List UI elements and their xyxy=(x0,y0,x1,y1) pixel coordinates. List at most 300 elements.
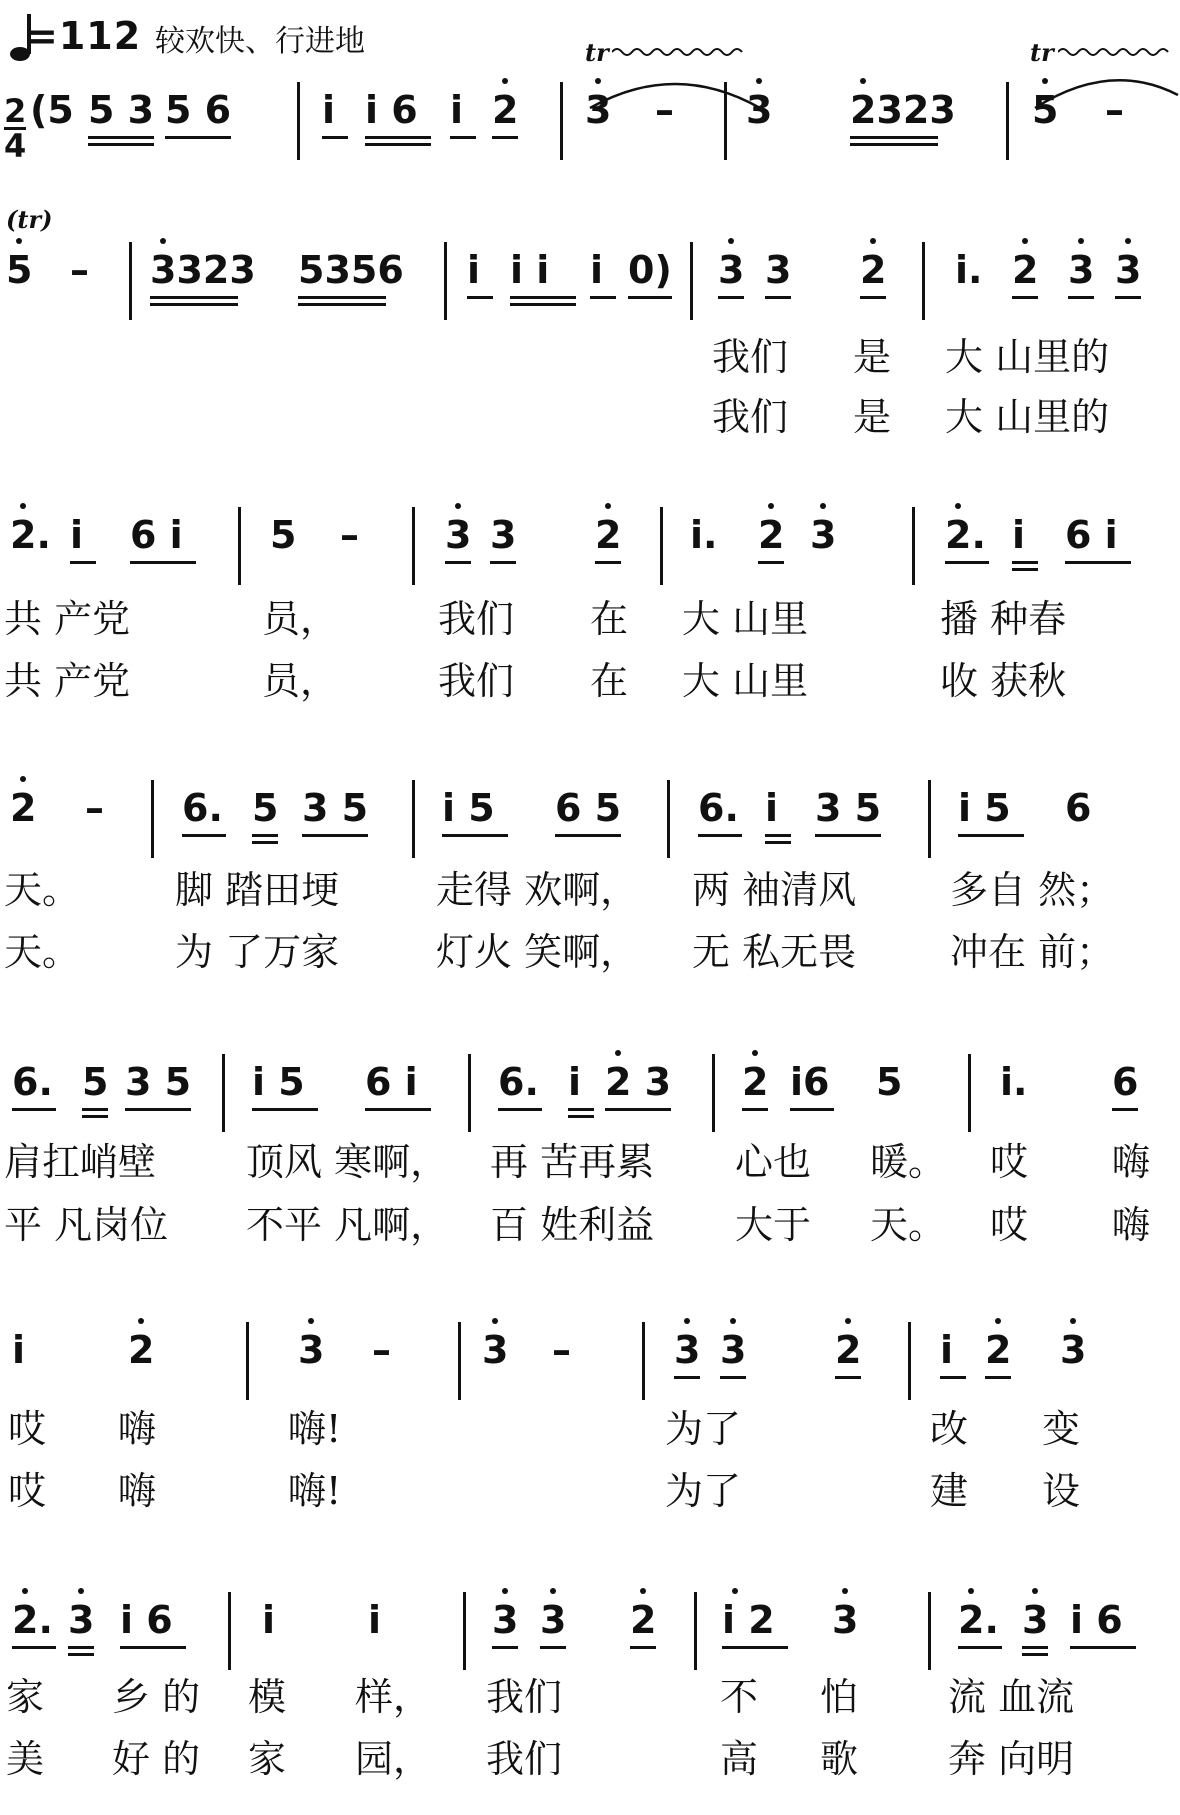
octave-dot xyxy=(842,1588,848,1594)
lyric-text: 多自 然； xyxy=(950,868,1115,912)
lyric-text: 员， xyxy=(262,659,339,703)
octave-dot xyxy=(820,503,826,509)
trill-wave-2 xyxy=(1058,46,1176,58)
octave-dot xyxy=(492,1318,498,1324)
note: 3 xyxy=(1022,1598,1049,1642)
note: 6 i xyxy=(130,513,183,557)
octave-dot xyxy=(595,78,601,84)
note: – xyxy=(552,1328,571,1372)
note: 2 xyxy=(860,248,887,292)
lyric-text: 收 获秋 xyxy=(940,659,1067,703)
note: 3 xyxy=(746,88,773,132)
lyric-text: 走得 欢啊， xyxy=(436,868,639,912)
trill-mark-2: tr xyxy=(1030,38,1054,67)
note: 2 xyxy=(758,513,785,557)
lyric-text: 脚 踏田埂 xyxy=(175,868,340,912)
octave-dot xyxy=(20,776,26,782)
note: i 6 xyxy=(120,1598,173,1642)
underline-beam xyxy=(630,1646,656,1649)
lyric-text: 我们 xyxy=(712,335,789,379)
lyric-text: 嗨 xyxy=(1112,1140,1151,1184)
barline xyxy=(694,1592,697,1670)
note: – xyxy=(1105,88,1124,132)
note: 6. xyxy=(498,1060,539,1104)
underline-beam xyxy=(722,1646,788,1649)
note: i 2 xyxy=(722,1598,775,1642)
underline-beam xyxy=(1022,1646,1048,1649)
time-signature-top: 2 xyxy=(4,92,27,130)
octave-dot xyxy=(502,1588,508,1594)
lyric-text: 改 xyxy=(930,1407,969,1451)
lyric-text: 嗨 xyxy=(1112,1203,1151,1247)
octave-dot xyxy=(684,1318,690,1324)
underline-beam xyxy=(467,296,493,299)
note: 3 xyxy=(298,1328,325,1372)
octave-dot xyxy=(968,1588,974,1594)
note: 6 xyxy=(1112,1060,1139,1104)
note: 2 xyxy=(1012,248,1039,292)
note: 2. xyxy=(945,513,986,557)
note: 2 xyxy=(742,1060,769,1104)
lyric-text: 怕 xyxy=(820,1675,859,1719)
note: – xyxy=(655,88,674,132)
note: i 5 xyxy=(442,786,495,830)
lyric-text: 嗨 xyxy=(118,1469,157,1513)
note: 3 xyxy=(720,1328,747,1372)
note: i xyxy=(70,513,84,557)
underline-beam xyxy=(322,136,348,139)
underline-beam xyxy=(1022,1653,1048,1656)
note: i xyxy=(940,1328,954,1372)
trill-mark: tr xyxy=(585,38,609,67)
octave-dot xyxy=(615,1050,621,1056)
barline xyxy=(968,1054,971,1132)
note: – xyxy=(70,248,89,292)
underline-beam xyxy=(130,561,196,564)
note: – xyxy=(85,786,104,830)
lyric-text: 天。 xyxy=(4,868,81,912)
underline-beam xyxy=(555,834,621,837)
lyric-text: 歌 xyxy=(820,1737,859,1781)
note: 3 xyxy=(445,513,472,557)
octave-dot xyxy=(1042,78,1048,84)
lyric-text: 心也 xyxy=(735,1140,812,1184)
barline xyxy=(560,82,563,160)
note: i 6 xyxy=(1070,1598,1123,1642)
octave-dot xyxy=(728,238,734,244)
note: i 5 xyxy=(958,786,1011,830)
note: i xyxy=(450,88,464,132)
underline-beam xyxy=(1012,568,1038,571)
octave-dot xyxy=(845,1318,851,1324)
underline-beam xyxy=(945,561,989,564)
barline xyxy=(660,507,663,585)
note: 3 xyxy=(1060,1328,1087,1372)
lyric-text: 我们 xyxy=(712,395,789,439)
octave-dot xyxy=(502,78,508,84)
octave-dot xyxy=(160,238,166,244)
note: i xyxy=(568,1060,582,1104)
lyric-text: 变 xyxy=(1042,1407,1081,1451)
lyric-text: 大 山里的 xyxy=(945,395,1110,439)
underline-beam xyxy=(12,1646,56,1649)
underline-beam xyxy=(540,1646,566,1649)
underline-beam xyxy=(445,561,471,564)
lyric-text: 大 山里的 xyxy=(945,335,1110,379)
lyric-text: 冲在 前； xyxy=(950,930,1115,974)
lyric-text: 家 xyxy=(248,1737,287,1781)
note: 6. xyxy=(698,786,739,830)
underline-beam xyxy=(958,1646,1002,1649)
note: (5 xyxy=(30,88,74,132)
barline xyxy=(928,1592,931,1670)
lyric-text: 两 袖清风 xyxy=(692,868,857,912)
note: 3 xyxy=(765,248,792,292)
underline-beam xyxy=(850,143,938,146)
note: i xyxy=(1012,513,1026,557)
underline-beam xyxy=(252,1108,318,1111)
barline xyxy=(922,242,925,320)
underline-beam xyxy=(1012,561,1038,564)
barline xyxy=(412,507,415,585)
note: i xyxy=(590,248,604,292)
underline-beam xyxy=(492,1646,518,1649)
underline-beam xyxy=(120,1646,186,1649)
lyric-text: 设 xyxy=(1042,1469,1081,1513)
underline-beam xyxy=(765,296,791,299)
underline-beam xyxy=(70,561,96,564)
barline xyxy=(458,1322,461,1400)
lyric-text: 美 xyxy=(6,1737,45,1781)
underline-beam xyxy=(450,136,476,139)
underline-beam xyxy=(68,1653,94,1656)
note: 3 xyxy=(490,513,517,557)
underline-beam xyxy=(674,1376,700,1379)
underline-beam xyxy=(568,1115,594,1118)
barline xyxy=(463,1592,466,1670)
trill-paren-mark: (tr) xyxy=(6,205,53,234)
lyric-text: 员， xyxy=(262,597,339,641)
lyric-text: 大于 xyxy=(735,1203,812,1247)
note: i i xyxy=(510,248,550,292)
lyric-text: 无 私无畏 xyxy=(692,930,857,974)
underline-beam xyxy=(698,834,742,837)
underline-beam xyxy=(365,143,431,146)
lyric-text: 顶风 寒啊， xyxy=(246,1140,449,1184)
note: i. xyxy=(955,248,983,292)
underline-beam xyxy=(758,561,784,564)
barline xyxy=(246,1322,249,1400)
lyric-text: 好 的 xyxy=(112,1737,201,1781)
note: 3 xyxy=(492,1598,519,1642)
note: i. xyxy=(690,513,718,557)
octave-dot xyxy=(138,1318,144,1324)
barline xyxy=(908,1322,911,1400)
lyric-text: 暖。 xyxy=(870,1140,947,1184)
underline-beam xyxy=(82,1108,108,1111)
note: i xyxy=(467,248,481,292)
barline xyxy=(690,242,693,320)
underline-beam xyxy=(498,1108,542,1111)
lyric-text: 共 产党 xyxy=(4,597,131,641)
underline-beam xyxy=(742,1108,768,1111)
underline-beam xyxy=(490,561,516,564)
lyric-text: 嗨 xyxy=(118,1407,157,1451)
trill-wave xyxy=(612,46,752,58)
note: 2 xyxy=(630,1598,657,1642)
underline-beam xyxy=(835,1376,861,1379)
underline-beam xyxy=(605,1108,671,1111)
underline-beam xyxy=(1065,561,1131,564)
lyric-text: 流 血流 xyxy=(948,1675,1075,1719)
barline xyxy=(151,780,154,858)
octave-dot xyxy=(605,503,611,509)
note: 6 i xyxy=(365,1060,418,1104)
lyric-text: 播 种春 xyxy=(940,597,1067,641)
underline-beam xyxy=(12,1108,56,1111)
underline-beam xyxy=(298,296,386,299)
underline-beam xyxy=(298,303,386,306)
note: 3 5 xyxy=(815,786,882,830)
lyric-text: 哎 xyxy=(990,1140,1029,1184)
underline-beam xyxy=(1112,1108,1138,1111)
barline xyxy=(928,780,931,858)
underline-beam xyxy=(510,296,576,299)
note: i xyxy=(322,88,336,132)
note: 5356 xyxy=(298,248,404,292)
octave-dot xyxy=(732,1588,738,1594)
note: 5 xyxy=(6,248,33,292)
octave-dot xyxy=(20,503,26,509)
note: 2 xyxy=(985,1328,1012,1372)
underline-beam xyxy=(1115,296,1141,299)
underline-beam xyxy=(590,296,616,299)
underline-beam xyxy=(718,296,744,299)
underline-beam xyxy=(1012,296,1038,299)
underline-beam xyxy=(568,1108,594,1111)
note: 2 3 xyxy=(605,1060,672,1104)
barline xyxy=(912,507,915,585)
underline-beam xyxy=(595,561,621,564)
underline-beam xyxy=(182,834,226,837)
note: 2 xyxy=(128,1328,155,1372)
barline xyxy=(667,780,670,858)
lyric-text: 百 姓利益 xyxy=(490,1203,655,1247)
underline-beam xyxy=(302,834,368,837)
lyric-text: 是 xyxy=(853,395,892,439)
octave-dot xyxy=(1022,238,1028,244)
note: – xyxy=(340,513,359,557)
underline-beam xyxy=(765,841,791,844)
underline-beam xyxy=(940,1376,966,1379)
barline xyxy=(238,507,241,585)
time-signature xyxy=(4,92,27,165)
note: i. xyxy=(1000,1060,1028,1104)
barline xyxy=(297,82,300,160)
lyric-text: 肩扛峭壁 xyxy=(4,1140,157,1184)
barline xyxy=(228,1592,231,1670)
underline-beam xyxy=(720,1376,746,1379)
note: 6 xyxy=(1065,786,1092,830)
note: 3 xyxy=(674,1328,701,1372)
octave-dot xyxy=(752,1050,758,1056)
note: 5 xyxy=(1032,88,1059,132)
lyric-text: 是 xyxy=(853,335,892,379)
octave-dot xyxy=(22,1588,28,1594)
note: 2. xyxy=(12,1598,53,1642)
barline xyxy=(712,1054,715,1132)
expression-marking: 较欢快、行进地 xyxy=(155,24,365,59)
lyric-text: 大 山里 xyxy=(682,659,809,703)
lyric-text: 家 xyxy=(6,1675,45,1719)
barline xyxy=(468,1054,471,1132)
note: 3 xyxy=(832,1598,859,1642)
octave-dot xyxy=(78,1588,84,1594)
lyric-text: 天。 xyxy=(4,930,81,974)
barline xyxy=(222,1054,225,1132)
underline-beam xyxy=(1068,296,1094,299)
note: – xyxy=(372,1328,391,1372)
lyric-text: 奔 向明 xyxy=(948,1737,1075,1781)
octave-dot xyxy=(1078,238,1084,244)
note: i xyxy=(262,1598,276,1642)
underline-beam xyxy=(985,1376,1011,1379)
note: 3 xyxy=(810,513,837,557)
underline-beam xyxy=(628,296,672,299)
lyric-text: 为 了万家 xyxy=(175,930,340,974)
lyric-text: 为了 xyxy=(665,1407,742,1451)
note: 6. xyxy=(12,1060,53,1104)
underline-beam xyxy=(815,834,881,837)
barline xyxy=(412,780,415,858)
lyric-text: 乡 的 xyxy=(112,1675,201,1719)
underline-beam xyxy=(88,143,154,146)
note: i 6 xyxy=(365,88,418,132)
lyric-text: 高 xyxy=(720,1737,759,1781)
note: i xyxy=(765,786,779,830)
underline-beam xyxy=(125,1108,191,1111)
barline xyxy=(1006,82,1009,160)
underline-beam xyxy=(150,303,238,306)
note: 0) xyxy=(628,248,672,292)
lyric-text: 嗨! xyxy=(288,1407,342,1451)
lyric-text: 建 xyxy=(930,1469,969,1513)
octave-dot xyxy=(860,78,866,84)
note: 5 xyxy=(270,513,297,557)
octave-dot xyxy=(550,1588,556,1594)
note: i xyxy=(12,1328,26,1372)
underline-beam xyxy=(150,296,238,299)
lyric-text: 哎 xyxy=(990,1203,1029,1247)
octave-dot xyxy=(455,503,461,509)
lyric-text: 模 xyxy=(248,1675,287,1719)
note: i xyxy=(368,1598,382,1642)
octave-dot xyxy=(16,238,22,244)
underline-beam xyxy=(88,136,154,139)
lyric-text: 在 xyxy=(590,659,629,703)
octave-dot xyxy=(730,1318,736,1324)
lyric-text: 我们 xyxy=(438,659,515,703)
note: 2 xyxy=(10,786,37,830)
lyric-text: 样， xyxy=(355,1675,432,1719)
lyric-text: 再 苦再累 xyxy=(490,1140,655,1184)
lyric-text: 不平 凡啊， xyxy=(246,1203,449,1247)
lyric-text: 为了 xyxy=(665,1469,742,1513)
lyric-text: 哎 xyxy=(8,1407,47,1451)
underline-beam xyxy=(82,1115,108,1118)
tempo-marking: =112 xyxy=(26,14,142,58)
note: i 5 xyxy=(252,1060,305,1104)
note: 5 xyxy=(876,1060,903,1104)
note: 3 xyxy=(540,1598,567,1642)
slur-tie-1 xyxy=(585,70,765,110)
lyric-text: 哎 xyxy=(8,1469,47,1513)
octave-dot xyxy=(870,238,876,244)
note: 3 xyxy=(68,1598,95,1642)
lyric-text: 我们 xyxy=(486,1675,563,1719)
underline-beam xyxy=(1070,1646,1136,1649)
barline xyxy=(129,242,132,320)
lyric-text: 我们 xyxy=(438,597,515,641)
lyric-text: 大 山里 xyxy=(682,597,809,641)
note: 3 xyxy=(1068,248,1095,292)
underline-beam xyxy=(510,303,576,306)
lyric-text: 嗨! xyxy=(288,1469,342,1513)
underline-beam xyxy=(68,1646,94,1649)
note: 2 xyxy=(835,1328,862,1372)
barline xyxy=(444,242,447,320)
octave-dot xyxy=(955,503,961,509)
note: 2 xyxy=(595,513,622,557)
octave-dot xyxy=(640,1588,646,1594)
note: 6 5 xyxy=(555,786,622,830)
underline-beam xyxy=(252,834,278,837)
note: 3 xyxy=(482,1328,509,1372)
underline-beam xyxy=(365,1108,431,1111)
note: 2. xyxy=(958,1598,999,1642)
lyric-text: 共 产党 xyxy=(4,659,131,703)
underline-beam xyxy=(365,136,431,139)
octave-dot xyxy=(768,503,774,509)
note: 5 xyxy=(252,786,279,830)
note: 6. xyxy=(182,786,223,830)
lyric-text: 我们 xyxy=(486,1737,563,1781)
underline-beam xyxy=(492,136,518,139)
lyric-text: 不 xyxy=(720,1675,759,1719)
note: i6 xyxy=(790,1060,830,1104)
note: 3 5 xyxy=(302,786,369,830)
note: 5 6 xyxy=(165,88,232,132)
lyric-text: 在 xyxy=(590,597,629,641)
note: 3 xyxy=(718,248,745,292)
octave-dot xyxy=(995,1318,1001,1324)
octave-dot xyxy=(1032,1588,1038,1594)
underline-beam xyxy=(252,841,278,844)
lyric-text: 灯火 笑啊， xyxy=(436,930,639,974)
note: 2 xyxy=(492,88,519,132)
lyric-text: 园， xyxy=(355,1737,432,1781)
note: 2323 xyxy=(850,88,956,132)
octave-dot xyxy=(1070,1318,1076,1324)
lyric-text: 平 凡岗位 xyxy=(4,1203,169,1247)
octave-dot xyxy=(1125,238,1131,244)
note: 3 xyxy=(1115,248,1142,292)
barline xyxy=(724,82,727,160)
note: 3 5 xyxy=(125,1060,192,1104)
underline-beam xyxy=(442,834,508,837)
lyric-text: 天。 xyxy=(870,1203,947,1247)
barline xyxy=(642,1322,645,1400)
